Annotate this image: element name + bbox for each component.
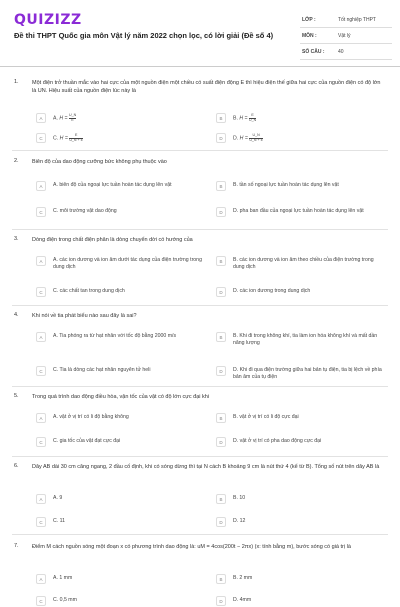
option-letter-box[interactable]: C [36, 133, 46, 143]
option-text: A. 1 mm [53, 575, 73, 581]
option-letter-box[interactable]: A [36, 332, 46, 342]
option-text [233, 134, 383, 143]
question-divider [12, 305, 388, 306]
option-text: A. biên độ của ngoại lực tuần hoàn tác dụng lên vật [53, 182, 172, 188]
answer-option-a[interactable] [36, 112, 206, 124]
formula-prefix: H = [239, 115, 248, 122]
answer-option-c[interactable] [36, 595, 206, 607]
question-number: 4. [14, 312, 19, 318]
question-divider [12, 229, 388, 230]
answer-option-b[interactable] [216, 255, 386, 270]
question-number: 2. [14, 158, 19, 164]
option-text: C. Tia là dòng các hạt nhân nguyên tử heli [53, 367, 151, 373]
answer-option-a[interactable] [36, 493, 206, 505]
option-text: D. 4mm [233, 597, 252, 603]
option-letter-box[interactable]: A [36, 256, 46, 266]
option-label: B. [233, 115, 238, 122]
question-number: 7. [14, 543, 19, 549]
worksheet-header [0, 0, 400, 67]
fraction-numerator: U_N [69, 113, 77, 117]
meta-label: MÔN : [302, 33, 317, 39]
question-text: Khi nói về tia phát biểu nào sau đây là sai? [32, 313, 137, 319]
option-letter-box[interactable]: C [36, 596, 46, 606]
option-letter-box[interactable]: D [216, 207, 226, 217]
option-letter-box[interactable]: D [216, 517, 226, 527]
option-label: C. [53, 135, 59, 142]
option-text: C. các chất tan trong dung dịch [53, 288, 125, 294]
option-text: B. tần số ngoại lực tuần hoàn tác dụng lên vật [233, 182, 339, 188]
answer-option-b[interactable] [216, 493, 386, 505]
option-letter-box[interactable]: D [216, 437, 226, 447]
question-text: Điểm M cách nguồn sóng một đoạn x có phương trình dao động là: uM = 4cos(200t − 2πx) (x: tính bằng m), bước sóng có giá trị là [32, 544, 351, 550]
option-text [53, 134, 203, 143]
option-text: B. vật ở vị trí có li độ cực đại [233, 414, 299, 420]
answer-option-c[interactable] [36, 286, 206, 298]
option-letter-box[interactable]: B [216, 332, 226, 342]
question-divider [12, 386, 388, 387]
option-text: D. Khi đi qua điện trường giữa hai bản tụ điện, tia bị lệch về phía bản âm của tụ điện [233, 367, 382, 380]
meta-row-subject [300, 29, 392, 44]
option-text: B. các ion dương và ion âm theo chiều của điện trường trong dung dịch [233, 257, 374, 270]
meta-row-count [300, 45, 392, 60]
option-text: D. vật ở vị trí có pha dao động cực đại [233, 438, 322, 444]
option-text: D. các ion dương trong dung dịch [233, 288, 311, 294]
option-letter-box[interactable]: A [36, 113, 46, 123]
formula-fraction [69, 134, 83, 143]
option-letter-box[interactable]: C [36, 207, 46, 217]
option-letter-box[interactable]: C [36, 437, 46, 447]
answer-option-d[interactable] [216, 132, 386, 144]
metadata-table [300, 13, 392, 61]
formula-fraction [69, 114, 76, 123]
answer-option-b[interactable] [216, 412, 386, 424]
option-letter-box[interactable]: D [216, 287, 226, 297]
answer-option-a[interactable] [36, 180, 206, 192]
question-divider [12, 534, 388, 535]
formula-fraction [249, 134, 263, 143]
option-text: B. 2 mm [233, 575, 253, 581]
question-number: 1. [14, 79, 19, 85]
option-text: B. Khi đi trong không khí, tia làm ion hóa không khí và mất dần năng lượng [233, 333, 378, 346]
formula-prefix: H = [239, 135, 248, 142]
option-text: C. 11 [53, 518, 66, 524]
formula-prefix: H = [59, 135, 68, 142]
option-letter-box[interactable]: A [36, 494, 46, 504]
document-title: Đề thi THPT Quốc gia môn Vật lý năm 2022 chọn lọc, có lời giải (Đề số 4) [14, 31, 274, 40]
option-text: A. 9 [53, 495, 63, 501]
question-text: Biên độ của dao động cưỡng bức không phụ thuộc vào [32, 159, 167, 165]
question-text: Dây AB dài 30 cm căng ngang, 2 đầu cố định, khi có sóng dừng thì tại N cách B khoảng 9 cm là nút thứ 4 (kể từ B). Tổng số nút trên dây AB là [32, 464, 380, 470]
question-number: 6. [14, 463, 19, 469]
option-text: A. các ion dương và ion âm dưới tác dụng của điện trường trong dung dịch [53, 257, 202, 270]
fraction-denominator: E [71, 117, 74, 122]
option-text: D. pha ban đầu của ngoại lực tuần hoàn tác dụng lên vật [233, 208, 364, 214]
meta-label: SỐ CÂU : [302, 49, 325, 55]
option-letter-box[interactable]: B [216, 113, 226, 123]
meta-label: LỚP : [302, 17, 316, 23]
option-letter-box[interactable]: C [36, 366, 46, 376]
option-letter-box[interactable]: B [216, 574, 226, 584]
option-letter-box[interactable]: C [36, 517, 46, 527]
fraction-denominator: U_N + E [69, 137, 83, 142]
option-letter-box[interactable]: C [36, 287, 46, 297]
option-letter-box[interactable]: D [216, 133, 226, 143]
option-letter-box[interactable]: D [216, 596, 226, 606]
option-text [53, 114, 203, 123]
option-letter-box[interactable]: D [216, 366, 226, 376]
question-text: Trong quá trình dao động điều hòa, vận tốc của vật có độ lớn cực đại khi [32, 394, 210, 400]
fraction-numerator: U_N [249, 134, 263, 139]
answer-option-a[interactable] [36, 412, 206, 424]
answer-option-a[interactable] [36, 573, 206, 585]
option-text: A. vật ở vị trí có li độ bằng không [53, 414, 129, 420]
option-text [233, 114, 383, 123]
fraction-denominator: U_N + E [249, 137, 263, 142]
fraction-numerator: E [249, 114, 256, 119]
answer-option-c[interactable] [36, 516, 206, 528]
option-text: D. 12 [233, 518, 246, 524]
question-number: 5. [14, 393, 19, 399]
answer-option-a[interactable] [36, 255, 206, 270]
option-letter-box[interactable]: B [216, 413, 226, 423]
fraction-numerator: E [69, 134, 83, 139]
option-text: C. môi trường vật dao động [53, 208, 117, 214]
meta-value: 40 [338, 49, 344, 55]
option-text: A. Tia phóng ra từ hạt nhân với tốc độ bằng 2000 m/s [53, 333, 177, 339]
answer-option-c[interactable] [36, 132, 206, 144]
option-letter-box[interactable]: A [36, 181, 46, 191]
answer-option-d[interactable] [216, 206, 386, 218]
formula-prefix: H = [59, 115, 68, 122]
question-number: 3. [14, 236, 19, 242]
option-text: B. 10 [233, 495, 246, 501]
option-letter-box[interactable]: A [36, 413, 46, 423]
formula-fraction [249, 114, 256, 123]
question-divider [12, 456, 388, 457]
answer-option-c[interactable] [36, 206, 206, 218]
answer-option-a[interactable] [36, 331, 206, 343]
answer-option-d[interactable] [216, 516, 386, 528]
answer-option-d[interactable] [216, 436, 386, 448]
option-text: C. 0,5 mm [53, 597, 77, 603]
meta-value: Vật lý [338, 33, 351, 39]
option-letter-box[interactable]: B [216, 494, 226, 504]
option-label: D. [233, 135, 239, 142]
answer-option-b[interactable] [216, 331, 386, 346]
option-letter-box[interactable]: B [216, 181, 226, 191]
option-letter-box[interactable]: B [216, 256, 226, 266]
meta-value: Tốt nghiệp THPT [338, 17, 376, 23]
answer-option-d[interactable] [216, 365, 386, 380]
fraction-denominator: U_N [249, 117, 257, 122]
answer-option-b[interactable] [216, 112, 386, 124]
answer-option-c[interactable] [36, 365, 206, 377]
option-text: C. gia tốc của vật đạt cực đại [53, 438, 121, 444]
quizizz-logo: QUIZIZZ [14, 12, 82, 28]
answer-option-b[interactable] [216, 573, 386, 585]
answer-option-d[interactable] [216, 286, 386, 298]
question-text: Một điện trở thuần mắc vào hai cực của một nguồn điện một chiều có suất điện động E thì hiệu điện thế giữa hai cực của nguồn điện có độ lớn là UN. Hiệu suất của nguồn điện lúc này là [32, 80, 381, 94]
answer-option-d[interactable] [216, 595, 386, 607]
answer-option-c[interactable] [36, 436, 206, 448]
option-letter-box[interactable]: A [36, 574, 46, 584]
question-text: Dòng điện trong chất điện phân là dòng chuyển dời có hướng của [32, 237, 193, 243]
question-divider [12, 150, 388, 151]
answer-option-b[interactable] [216, 180, 386, 192]
meta-row-class [300, 13, 392, 28]
option-label: A. [53, 115, 58, 122]
